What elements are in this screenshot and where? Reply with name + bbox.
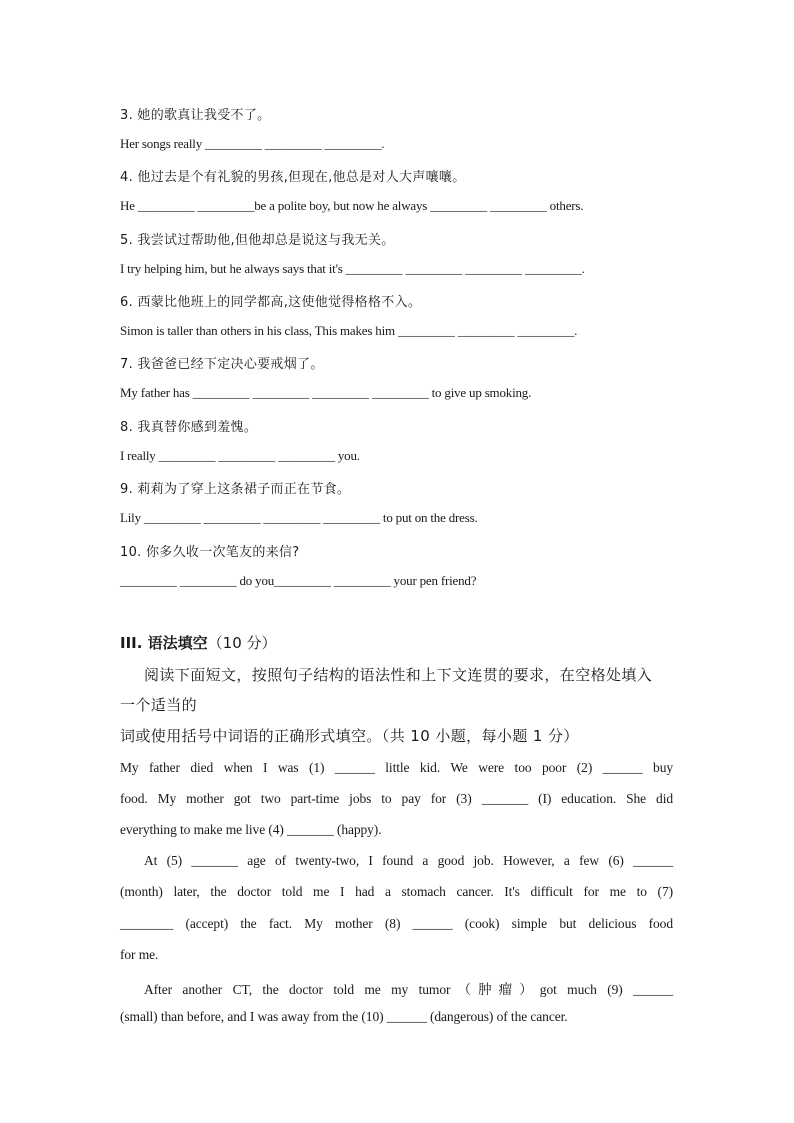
passage-line-1: My father died when I was (1) ______ little kid. We were too poor (2) ______ buy: [120, 760, 673, 775]
item-8-english: I really _________ _________ _________ you.: [120, 448, 360, 463]
passage-line-6: ________ (accept) the fact. My mother (8) ______ (cook) simple but delicious food: [120, 916, 673, 931]
passage-line-3: everything to make me live (4) _______ (happy).: [120, 822, 382, 837]
item-3-english: Her songs really _________ _________ _________.: [120, 136, 385, 151]
item-10-chinese: 10. 你多久收一次笔友的来信?: [120, 545, 300, 560]
item-7-chinese: 7. 我爸爸已经下定决心要戒烟了。: [120, 357, 324, 372]
passage-line-8: After another CT, the doctor told me my tumor（肿瘤）got much (9) ______: [144, 982, 673, 997]
passage-line-2: food. My mother got two part-time jobs to pay for (3) _______ (I) education. She did: [120, 791, 673, 806]
instruction-line-3: 词或使用括号中词语的正确形式填空。（共 10 小题，每小题 1 分）: [120, 727, 579, 745]
item-5-chinese: 5. 我尝试过帮助他,但他却总是说这与我无关。: [120, 233, 395, 248]
section-title: III. 语法填空: [120, 634, 208, 652]
item-3-chinese: 3. 她的歌真让我受不了。: [120, 108, 271, 123]
passage-line-7: for me.: [120, 947, 159, 962]
item-9-chinese: 9. 莉莉为了穿上这条裙子而正在节食。: [120, 482, 351, 497]
item-7-english: My father has _________ _________ _________ _________ to give up smoking.: [120, 385, 532, 400]
instruction-line-1: 阅读下面短文，按照句子结构的语法性和上下文连贯的要求，在空格处填入: [144, 666, 653, 684]
item-4-english: He _________ _________be a polite boy, but now he always _________ _________ others.: [120, 198, 584, 213]
item-6-english: Simon is taller than others in his class, This makes him _________ _________ _________.: [120, 323, 578, 338]
item-10-english: _________ _________ do you_________ _________ your pen friend?: [120, 573, 477, 588]
passage-line-5: (month) later, the doctor told me I had a stomach cancer. It's difficult for me to (7): [120, 884, 673, 899]
passage-line-9: (small) than before, and I was away from the (10) ______ (dangerous) of the cancer.: [120, 1009, 568, 1024]
item-4-chinese: 4. 他过去是个有礼貌的男孩,但现在,他总是对人大声嚷嚷。: [120, 170, 466, 185]
section-heading: [120, 632, 277, 653]
section-score: （10 分）: [207, 634, 277, 652]
item-6-chinese: 6. 西蒙比他班上的同学都高,这使他觉得格格不入。: [120, 295, 422, 310]
passage-line-4: At (5) _______ age of twenty-two, I found a good job. However, a few (6) ______: [144, 853, 673, 868]
item-8-chinese: 8. 我真替你感到羞愧。: [120, 420, 258, 435]
item-5-english: I try helping him, but he always says that it's _________ _________ _________ _________.: [120, 261, 585, 276]
instruction-line-2: 一个适当的: [120, 696, 198, 714]
item-9-english: Lily _________ _________ _________ _________ to put on the dress.: [120, 510, 478, 525]
